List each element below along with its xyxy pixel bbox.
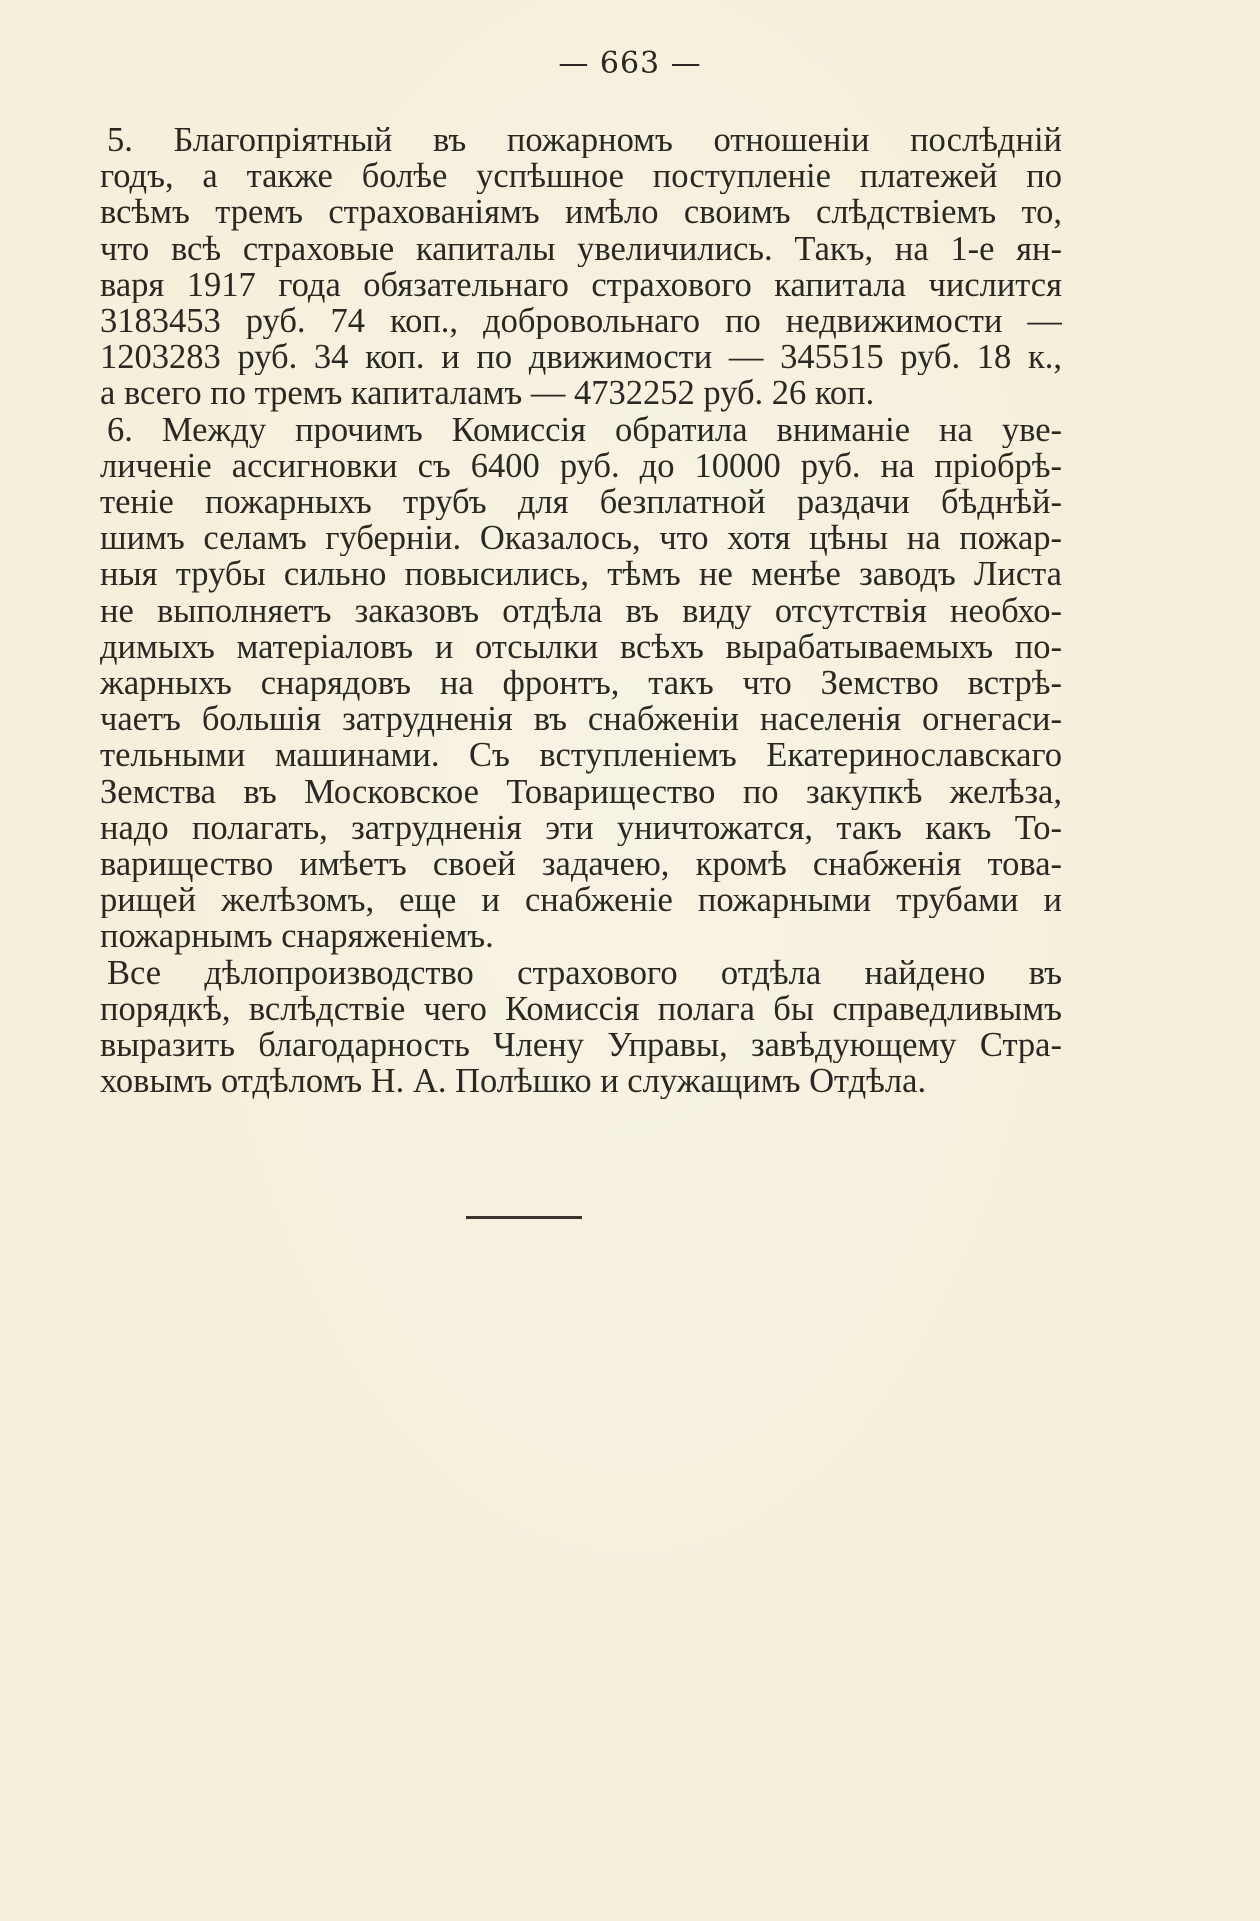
text-line: димыхъ матеріаловъ и отсылки всѣхъ вырабатываемыхъ по- bbox=[100, 628, 1062, 666]
text-line: ховымъ отдѣломъ Н. А. Полѣшко и служащимъ Отдѣла. bbox=[100, 1063, 927, 1100]
text-line: всѣмъ тремъ страхованіямъ имѣло своимъ слѣдствіемъ то, bbox=[100, 194, 1062, 231]
paragraph-final bbox=[100, 955, 1062, 1100]
text-line: 3183453 руб. 74 коп., добровольнаго по недвижимости — bbox=[100, 303, 1062, 340]
body-text bbox=[100, 122, 1062, 1099]
text-line: 5. Благопріятный въ пожарномъ отношеніи послѣдній bbox=[107, 122, 1062, 159]
text-line: варя 1917 года обязательнаго страхового капитала числится bbox=[100, 266, 1062, 304]
text-line: порядкѣ, вслѣдствіе чего Комиссія полага бы справедливымъ bbox=[100, 990, 1062, 1028]
text-line: ныя трубы сильно повысились, тѣмъ не менѣе заводъ Листа bbox=[100, 556, 1062, 593]
text-line: годъ, а также болѣе успѣшное поступленіе платежей по bbox=[100, 158, 1062, 195]
text-line: 6. Между прочимъ Комиссія обратила вниманіе на уве- bbox=[107, 411, 1062, 448]
page-number: — 663 — bbox=[558, 46, 702, 81]
text-line: а всего по тремъ капиталамъ — 4732252 руб. 26 коп. bbox=[100, 375, 875, 412]
text-line: шимъ селамъ губерніи. Оказалось, что хотя цѣны на пожар- bbox=[100, 520, 1062, 557]
text-line: рищей желѣзомъ, еще и снабженіе пожарными трубами и bbox=[100, 882, 1062, 919]
text-line: чаетъ большія затрудненія въ снабженіи населенія огнегаси- bbox=[100, 701, 1062, 738]
paragraph-6 bbox=[100, 412, 1062, 955]
text-line: тельными машинами. Съ вступленіемъ Екатеринославскаго bbox=[100, 737, 1062, 774]
text-line: пожарнымъ снаряженіемъ. bbox=[100, 918, 494, 955]
section-divider bbox=[466, 1216, 582, 1219]
paragraph-5 bbox=[100, 122, 1062, 412]
text-line: не выполняетъ заказовъ отдѣла въ виду отсутствія необхо- bbox=[100, 592, 1062, 629]
text-line: Все дѣлопроизводство страхового отдѣла найдено въ bbox=[107, 954, 1062, 991]
text-line: Земства въ Московское Товарищество по закупкѣ желѣза, bbox=[100, 773, 1062, 810]
text-line: теніе пожарныхъ трубъ для безплатной раздачи бѣднѣй- bbox=[100, 484, 1062, 521]
text-line: 1203283 руб. 34 коп. и по движимости — 345515 руб. 18 к., bbox=[100, 339, 1062, 376]
text-line: личеніе ассигновки съ 6400 руб. до 10000 руб. на пріобрѣ- bbox=[100, 447, 1062, 485]
text-line: варищество имѣетъ своей задачею, кромѣ снабженія това- bbox=[100, 846, 1062, 883]
text-line: надо полагать, затрудненія эти уничтожатся, такъ какъ То- bbox=[100, 809, 1062, 847]
text-line: что всѣ страховые капиталы увеличились. Такъ, на 1-е ян- bbox=[100, 230, 1062, 267]
text-line: жарныхъ снарядовъ на фронтъ, такъ что Земство встрѣ- bbox=[100, 665, 1062, 702]
text-line: выразить благодарность Члену Управы, завѣдующему Стра- bbox=[100, 1027, 1062, 1064]
